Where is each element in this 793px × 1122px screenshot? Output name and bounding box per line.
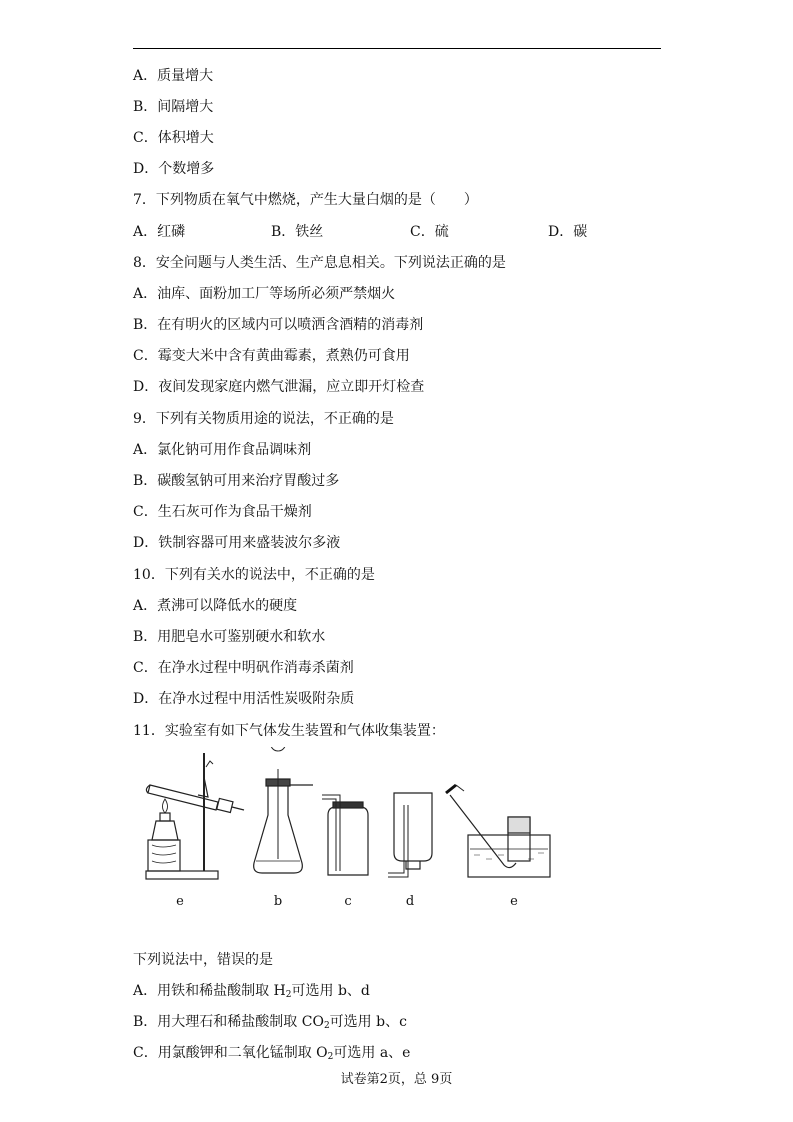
figure-label-3: c xyxy=(344,894,352,909)
figure-label-5: e xyxy=(510,894,518,909)
apparatus-bottle xyxy=(322,795,368,875)
q11-stem: 11．实验室有如下气体发生装置和气体收集装置： xyxy=(133,723,445,739)
q7-option-a: A．红磷 xyxy=(133,224,186,240)
q10-option-d: D．在净水过程中用活性炭吸附杂质 xyxy=(133,691,355,707)
header-rule xyxy=(133,48,661,49)
q10-option-a: A．煮沸可以降低水的硬度 xyxy=(133,598,298,614)
q10-option-b: B．用肥皂水可鉴别硬水和软水 xyxy=(133,629,326,645)
q7-option-d: D．碳 xyxy=(548,224,588,240)
q11-question: 下列说法中，错误的是 xyxy=(133,952,273,968)
q8-option-b: B．在有明火的区域内可以喷洒含酒精的消毒剂 xyxy=(133,317,424,333)
q11-option-b: B．用大理石和稀盐酸制取 $CO_2$可选用 b、c xyxy=(133,1014,407,1031)
q7-option-b: B．铁丝 xyxy=(271,224,324,240)
apparatus-inverted-bottle xyxy=(388,793,432,877)
q11-option-a: A．用铁和稀盐酸制取 $H_2$可选用 b、d xyxy=(133,983,370,1000)
q8-option-a: A．油库、面粉加工厂等场所必须严禁烟火 xyxy=(133,286,396,302)
page-footer: 试卷第2页，总 9页 xyxy=(340,1072,453,1087)
q8-option-d: D．夜间发现家庭内燃气泄漏，应立即开灯检查 xyxy=(133,379,425,395)
apparatus-water-trough xyxy=(446,785,550,877)
q6-option-c: C．体积增大 xyxy=(133,130,214,146)
apparatus-heating-tube xyxy=(146,753,244,879)
figure-label-1: e xyxy=(176,894,184,909)
q8-option-c: C．霉变大米中含有黄曲霉素，煮熟仍可食用 xyxy=(133,348,410,364)
q10-stem: 10．下列有关水的说法中，不正确的是 xyxy=(133,567,375,583)
apparatus-flask xyxy=(254,747,313,873)
figure-label-4: d xyxy=(405,894,415,909)
q9-stem: 9．下列有关物质用途的说法，不正确的是 xyxy=(133,411,394,427)
q6-option-b: B．间隔增大 xyxy=(133,99,214,115)
q7-stem: 7．下列物质在氧气中燃烧，产生大量白烟的是（ ） xyxy=(133,192,478,208)
q9-option-c: C．生石灰可作为食品干燥剂 xyxy=(133,504,312,520)
apparatus-figure xyxy=(138,747,558,887)
q6-option-d: D．个数增多 xyxy=(133,161,215,177)
q7-option-c: C．硫 xyxy=(410,224,449,240)
q9-option-a: A．氯化钠可用作食品调味剂 xyxy=(133,442,312,458)
figure-label-2: b xyxy=(273,894,283,909)
q8-stem: 8．安全问题与人类生活、生产息息相关。下列说法正确的是 xyxy=(133,255,506,271)
q9-option-d: D．铁制容器可用来盛装波尔多液 xyxy=(133,535,341,551)
q6-option-a: A．质量增大 xyxy=(133,68,214,84)
q9-option-b: B．碳酸氢钠可用来治疗胃酸过多 xyxy=(133,473,340,489)
q11-option-c: C．用氯酸钾和二氧化锰制取 $O_2$可选用 a、e xyxy=(133,1045,411,1062)
q10-option-c: C．在净水过程中明矾作消毒杀菌剂 xyxy=(133,660,354,676)
